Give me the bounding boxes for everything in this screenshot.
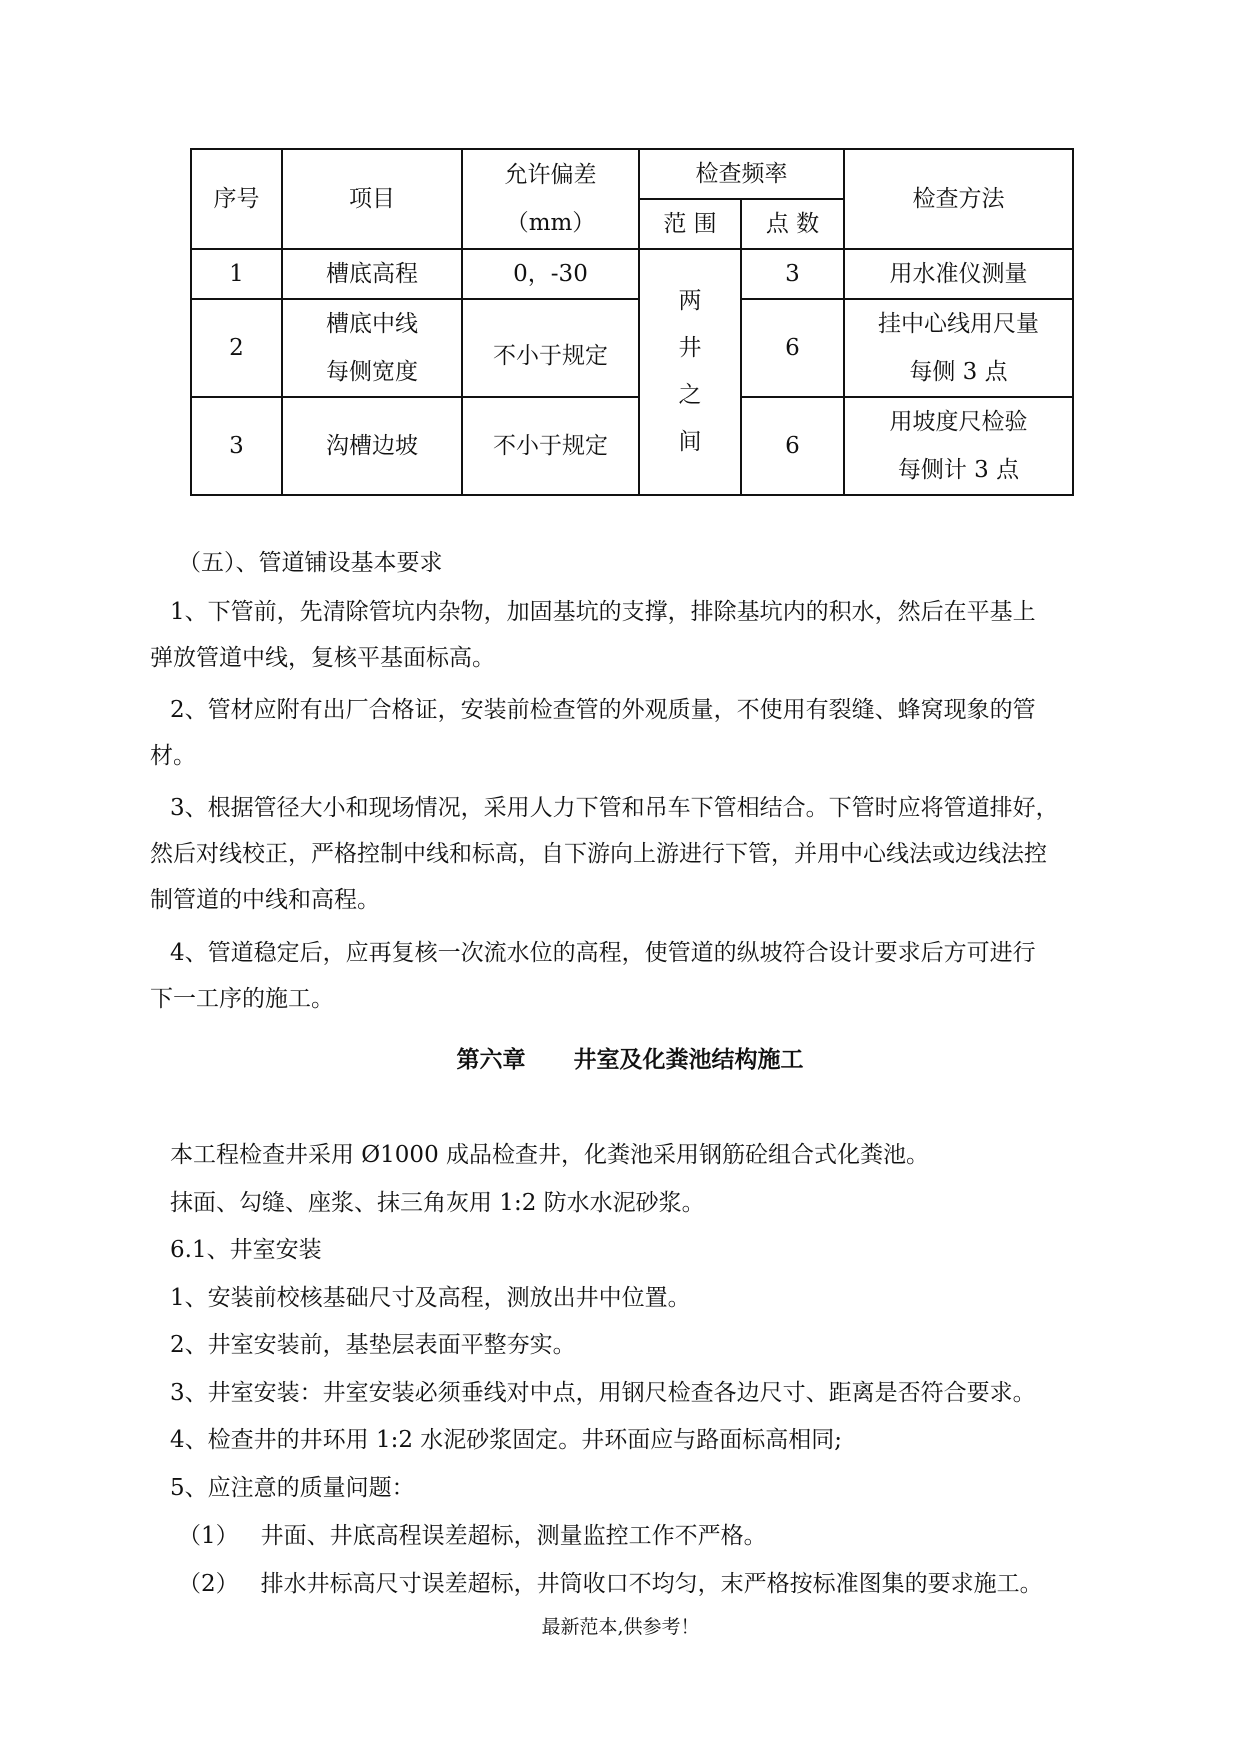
header-frequency: 检查频率	[639, 149, 844, 199]
list-item: 1、安装前校核基础尺寸及高程，测放出井中位置。	[170, 1285, 691, 1311]
range-char: 间	[678, 429, 702, 455]
cell-method-line: 每侧 3 点	[909, 359, 1008, 385]
paragraph-line: 2、管材应附有出厂合格证，安装前检查管的外观质量，不使用有裂缝、蜂窝现象的管	[170, 697, 1036, 723]
subsection-title: 6.1、井室安装	[170, 1237, 322, 1263]
paragraph-line: 3、根据管径大小和现场情况，采用人力下管和吊车下管相结合。下管时应将管道排好，	[170, 795, 1059, 821]
list-item: 2、井室安装前，基垫层表面平整夯实。	[170, 1332, 576, 1358]
paragraph-line: 下一工序的施工。	[150, 986, 334, 1012]
cell-no: 3	[191, 397, 282, 495]
cell-points: 6	[741, 397, 844, 495]
cell-range-merged	[639, 249, 741, 495]
cell-tolerance: 0，-30	[462, 249, 639, 299]
paragraph-line: 1、下管前，先清除管坑内杂物，加固基坑的支撑，排除基坑内的积水，然后在平基上	[170, 599, 1036, 625]
header-points: 点 数	[741, 199, 844, 249]
cell-item: 槽底高程	[282, 249, 462, 299]
cell-item	[282, 299, 462, 397]
paragraph-line: 本工程检查井采用 Ø1000 成品检查井，化粪池采用钢筋砼组合式化粪池。	[170, 1142, 930, 1168]
cell-method-line: 用坡度尺检验	[889, 409, 1028, 435]
cell-no: 2	[191, 299, 282, 397]
header-no: 序号	[191, 149, 282, 249]
paragraph-line: 材。	[150, 743, 196, 769]
chapter-number: 第六章	[456, 1047, 526, 1073]
table-row	[191, 299, 1073, 397]
cell-method	[844, 299, 1073, 397]
inspection-table	[190, 148, 1074, 496]
header-tolerance	[462, 149, 639, 249]
paragraph-line: 弹放管道中线，复核平基面标高。	[150, 645, 495, 671]
cell-method	[844, 397, 1073, 495]
section-title: （五）、管道铺设基本要求	[178, 550, 443, 576]
header-tolerance-line2: （mm）	[505, 210, 596, 236]
table-row	[191, 249, 1073, 299]
list-item: 5、应注意的质量问题：	[170, 1475, 415, 1501]
cell-method-line: 挂中心线用尺量	[878, 311, 1039, 337]
range-char: 井	[678, 335, 702, 361]
cell-method: 用水准仪测量	[844, 249, 1073, 299]
cell-points: 3	[741, 249, 844, 299]
table-row	[191, 397, 1073, 495]
page-footer: 最新范本,供参考！	[541, 1616, 700, 1638]
list-item: 4、检查井的井环用 1:2 水泥砂浆固定。井环面应与路面标高相同;	[170, 1427, 843, 1453]
cell-tolerance: 不小于规定	[462, 397, 639, 495]
header-item: 项目	[282, 149, 462, 249]
list-item: （1） 井面、井底高程误差超标，测量监控工作不严格。	[178, 1523, 767, 1549]
paragraph-line: 制管道的中线和高程。	[150, 887, 380, 913]
cell-no: 1	[191, 249, 282, 299]
cell-item-line: 槽底中线	[326, 311, 418, 337]
header-range: 范 围	[639, 199, 741, 249]
cell-method-line: 每侧计 3 点	[897, 457, 1020, 483]
range-char: 之	[678, 382, 702, 408]
range-char: 两	[678, 288, 702, 314]
chapter-title: 井室及化粪池结构施工	[573, 1047, 804, 1073]
header-tolerance-line1: 允许偏差	[504, 162, 597, 188]
cell-points: 6	[741, 299, 844, 397]
cell-tolerance: 不小于规定	[462, 299, 639, 397]
list-item: （2） 排水井标高尺寸误差超标，井筒收口不均匀，末严格按标准图集的要求施工。	[178, 1571, 1043, 1597]
chapter-heading	[150, 1037, 1110, 1083]
list-item: 3、井室安装：井室安装必须垂线对中点，用钢尺检查各边尺寸、距离是否符合要求。	[170, 1380, 1036, 1406]
header-method: 检查方法	[844, 149, 1073, 249]
paragraph-line: 然后对线校正，严格控制中线和标高，自下游向上游进行下管，并用中心线法或边线法控	[150, 841, 1047, 867]
paragraph-line: 4、管道稳定后，应再复核一次流水位的高程，使管道的纵坡符合设计要求后方可进行	[170, 940, 1036, 966]
paragraph-line: 抹面、勾缝、座浆、抹三角灰用 1:2 防水水泥砂浆。	[170, 1190, 705, 1216]
cell-item: 沟槽边坡	[282, 397, 462, 495]
cell-item-line: 每侧宽度	[326, 359, 418, 385]
